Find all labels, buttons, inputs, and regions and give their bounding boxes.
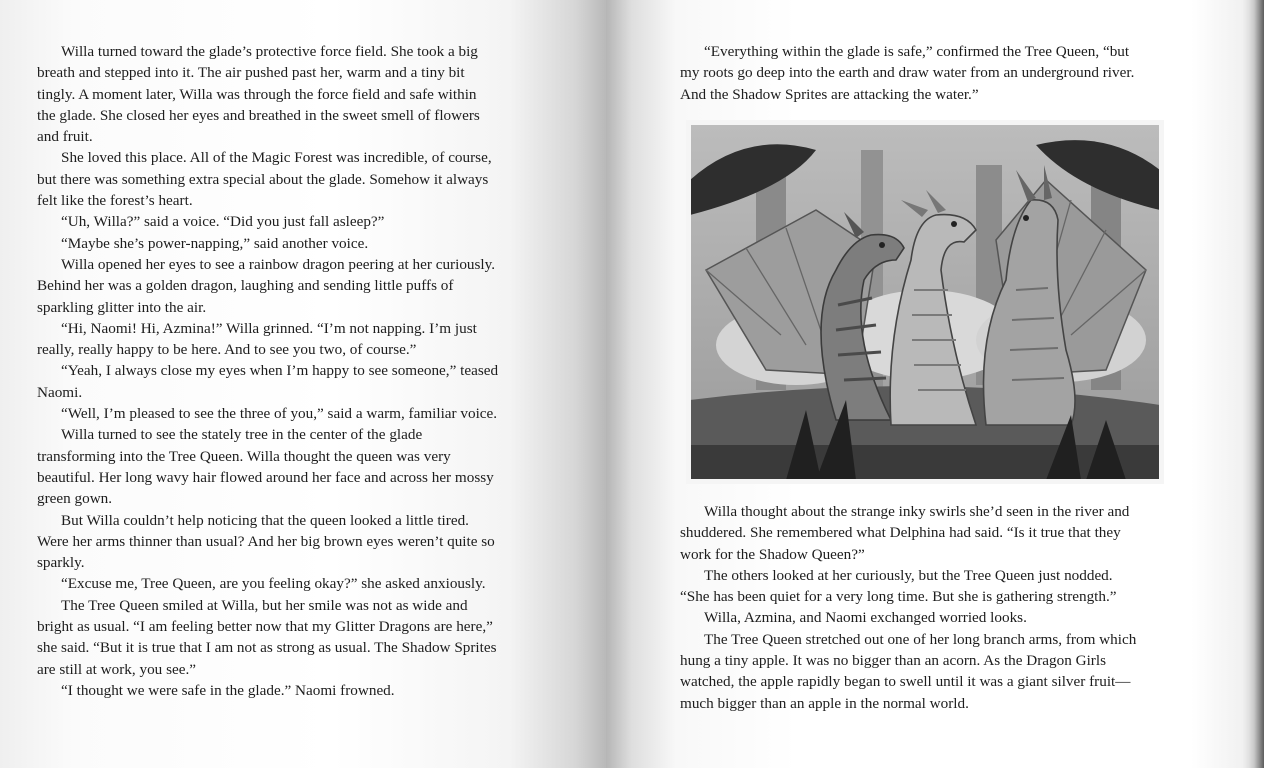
paragraph: “Yeah, I always close my eyes when I’m happy to see someone,” teased Naomi.: [37, 362, 499, 401]
paragraph: “Well, I’m pleased to see the three of you,” said a warm, familiar voice.: [61, 405, 498, 423]
paragraph: Willa turned toward the glade’s protective force field. She took a big breath and stepped into it. The air pushed past her, warm and a tiny bit tingly. A moment later, Willa was through the force field and safe within the glade. She closed her eyes and breathed in the sweet smell of flowers and fruit.: [37, 43, 480, 146]
paragraph: The Tree Queen smiled at Willa, but her smile was not as wide and bright as usual. “I am feeling better now that my Glitter Dragons are here,” she said. “But it is true that I am not as strong as usual. The Shadow Sprites are still at work, you see.”: [37, 596, 497, 678]
paragraph: “Maybe she’s power-napping,” said another voice.: [61, 234, 369, 252]
page-edge: [1242, 0, 1264, 768]
paragraph: The Tree Queen stretched out one of her long branch arms, from which hung a tiny apple. It was no bigger than an acorn. As the Dragon Girls watched, the apple rapidly began to swell until it was a giant silver fruit— much bigger than an apple in the normal world.: [680, 630, 1137, 712]
paragraph: The others looked at her curiously, but the Tree Queen just nodded. “She has been quiet for a very long time. But she is gathering strength.”: [680, 566, 1117, 606]
paragraph: “I thought we were safe in the glade.” Naomi frowned.: [61, 681, 395, 699]
left-page: [0, 0, 606, 768]
paragraph: Willa, Azmina, and Naomi exchanged worried looks.: [704, 609, 1027, 627]
paragraph: “Uh, Willa?” said a voice. “Did you just fall asleep?”: [61, 213, 385, 231]
paragraph: “Excuse me, Tree Queen, are you feeling okay?” she asked anxiously.: [61, 575, 486, 593]
paragraph: She loved this place. All of the Magic Forest was incredible, of course, but there was something extra special about the glade. Somehow it always felt like the forest’s heart.: [37, 149, 492, 210]
right-page: [606, 0, 1242, 768]
paragraph: “Everything within the glade is safe,” confirmed the Tree Queen, “but my roots go deep into the earth and draw water from an underground river. And the Shadow Sprites are attacking the water.”: [680, 43, 1135, 103]
paragraph: But Willa couldn’t help noticing that the queen looked a little tired. Were her arms thinner than usual? And her big brown eyes weren’t quite so sparkly.: [37, 511, 495, 572]
left-page-text: [37, 41, 527, 701]
right-page-text-top: [680, 41, 1170, 105]
paragraph: “Hi, Naomi! Hi, Azmina!” Willa grinned. “I’m not napping. I’m just really, really happy to be here. And to see you two, of course.”: [37, 319, 477, 359]
paragraph: Willa thought about the strange inky swirls she’d seen in the river and shuddered. She remembered what Delphina had said. “Is it true that they work for the Shadow Queen?”: [680, 503, 1130, 563]
three-dragons-illustration: [686, 120, 1164, 484]
paragraph: Willa opened her eyes to see a rainbow dragon peering at her curiously. Behind her was a golden dragon, laughing and sending little puffs of sparkling glitter into the air.: [37, 255, 496, 316]
paragraph: Willa turned to see the stately tree in the center of the glade transforming into the Tree Queen. Willa thought the queen was very beautiful. Her long wavy hair flowed around her face and across her mossy green gown.: [37, 426, 494, 508]
right-page-text-bottom: [680, 501, 1170, 714]
